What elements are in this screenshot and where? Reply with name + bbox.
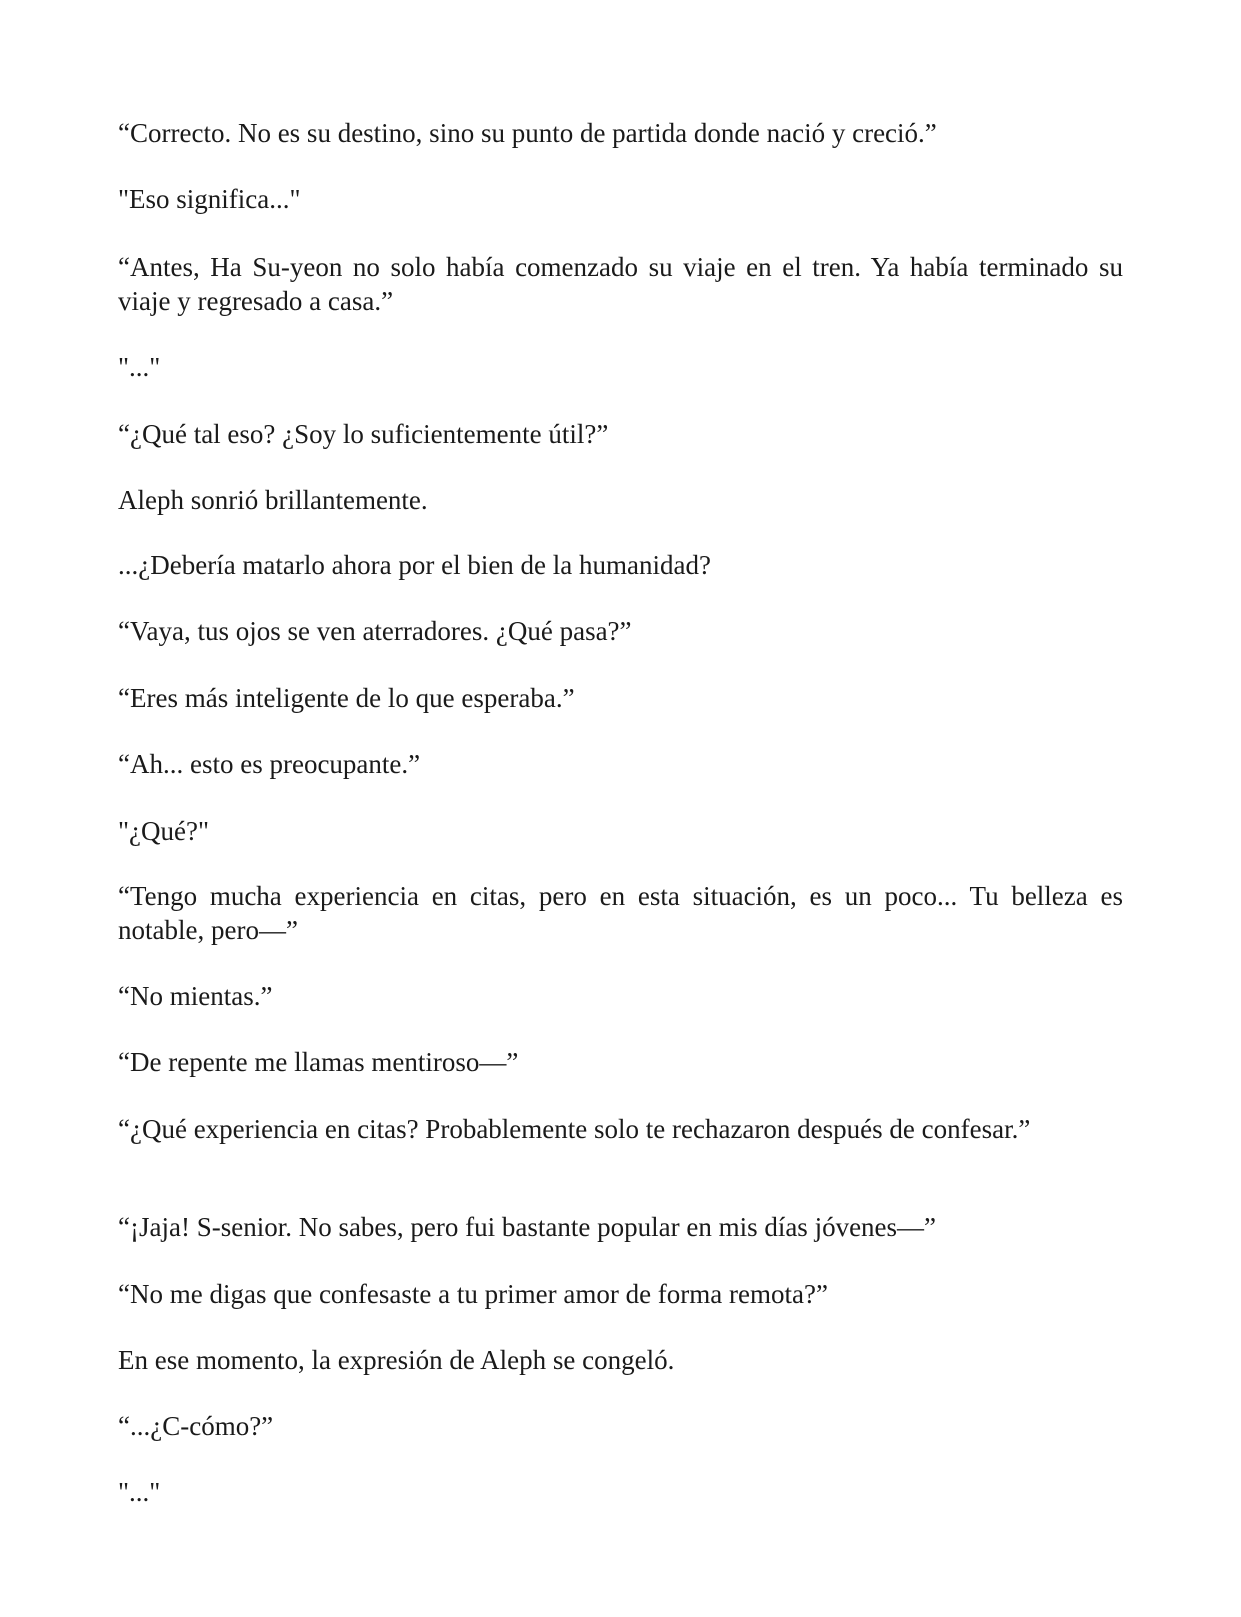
paragraph: “Correcto. No es su destino, sino su punto de partida donde nació y creció.” (118, 118, 937, 148)
paragraph: “Antes, Ha Su-yeon no solo había comenzado su viaje en el tren. Ya había terminado su viaje y regresado a casa.” (118, 252, 1123, 316)
paragraph: "¿Qué?" (118, 816, 209, 846)
paragraph: “¿Qué experiencia en citas? Probablemente solo te rechazaron después de confesar.” (118, 1114, 1031, 1144)
paragraph: "..." (118, 352, 161, 382)
paragraph: “No mientas.” (118, 981, 273, 1011)
paragraph: “...¿C-cómo?” (118, 1411, 274, 1441)
paragraph: “Eres más inteligente de lo que esperaba.” (118, 683, 575, 713)
paragraph: “De repente me llamas mentiroso—” (118, 1047, 519, 1077)
paragraph: “¿Qué tal eso? ¿Soy lo suficientemente útil?” (118, 419, 609, 449)
paragraph: “Tengo mucha experiencia en citas, pero en esta situación, es un poco... Tu belleza es notable, pero—” (118, 881, 1123, 945)
paragraph: "Eso significa..." (118, 184, 301, 214)
paragraph: En ese momento, la expresión de Aleph se congeló. (118, 1345, 675, 1375)
paragraph: Aleph sonrió brillantemente. (118, 485, 428, 515)
paragraph: “Ah... esto es preocupante.” (118, 749, 421, 779)
paragraph: “Vaya, tus ojos se ven aterradores. ¿Qué pasa?” (118, 616, 632, 646)
paragraph: “No me digas que confesaste a tu primer amor de forma remota?” (118, 1279, 828, 1309)
paragraph: ...¿Debería matarlo ahora por el bien de la humanidad? (118, 550, 711, 580)
paragraph: “¡Jaja! S-senior. No sabes, pero fui bastante popular en mis días jóvenes—” (118, 1212, 937, 1242)
paragraph: "..." (118, 1477, 161, 1507)
